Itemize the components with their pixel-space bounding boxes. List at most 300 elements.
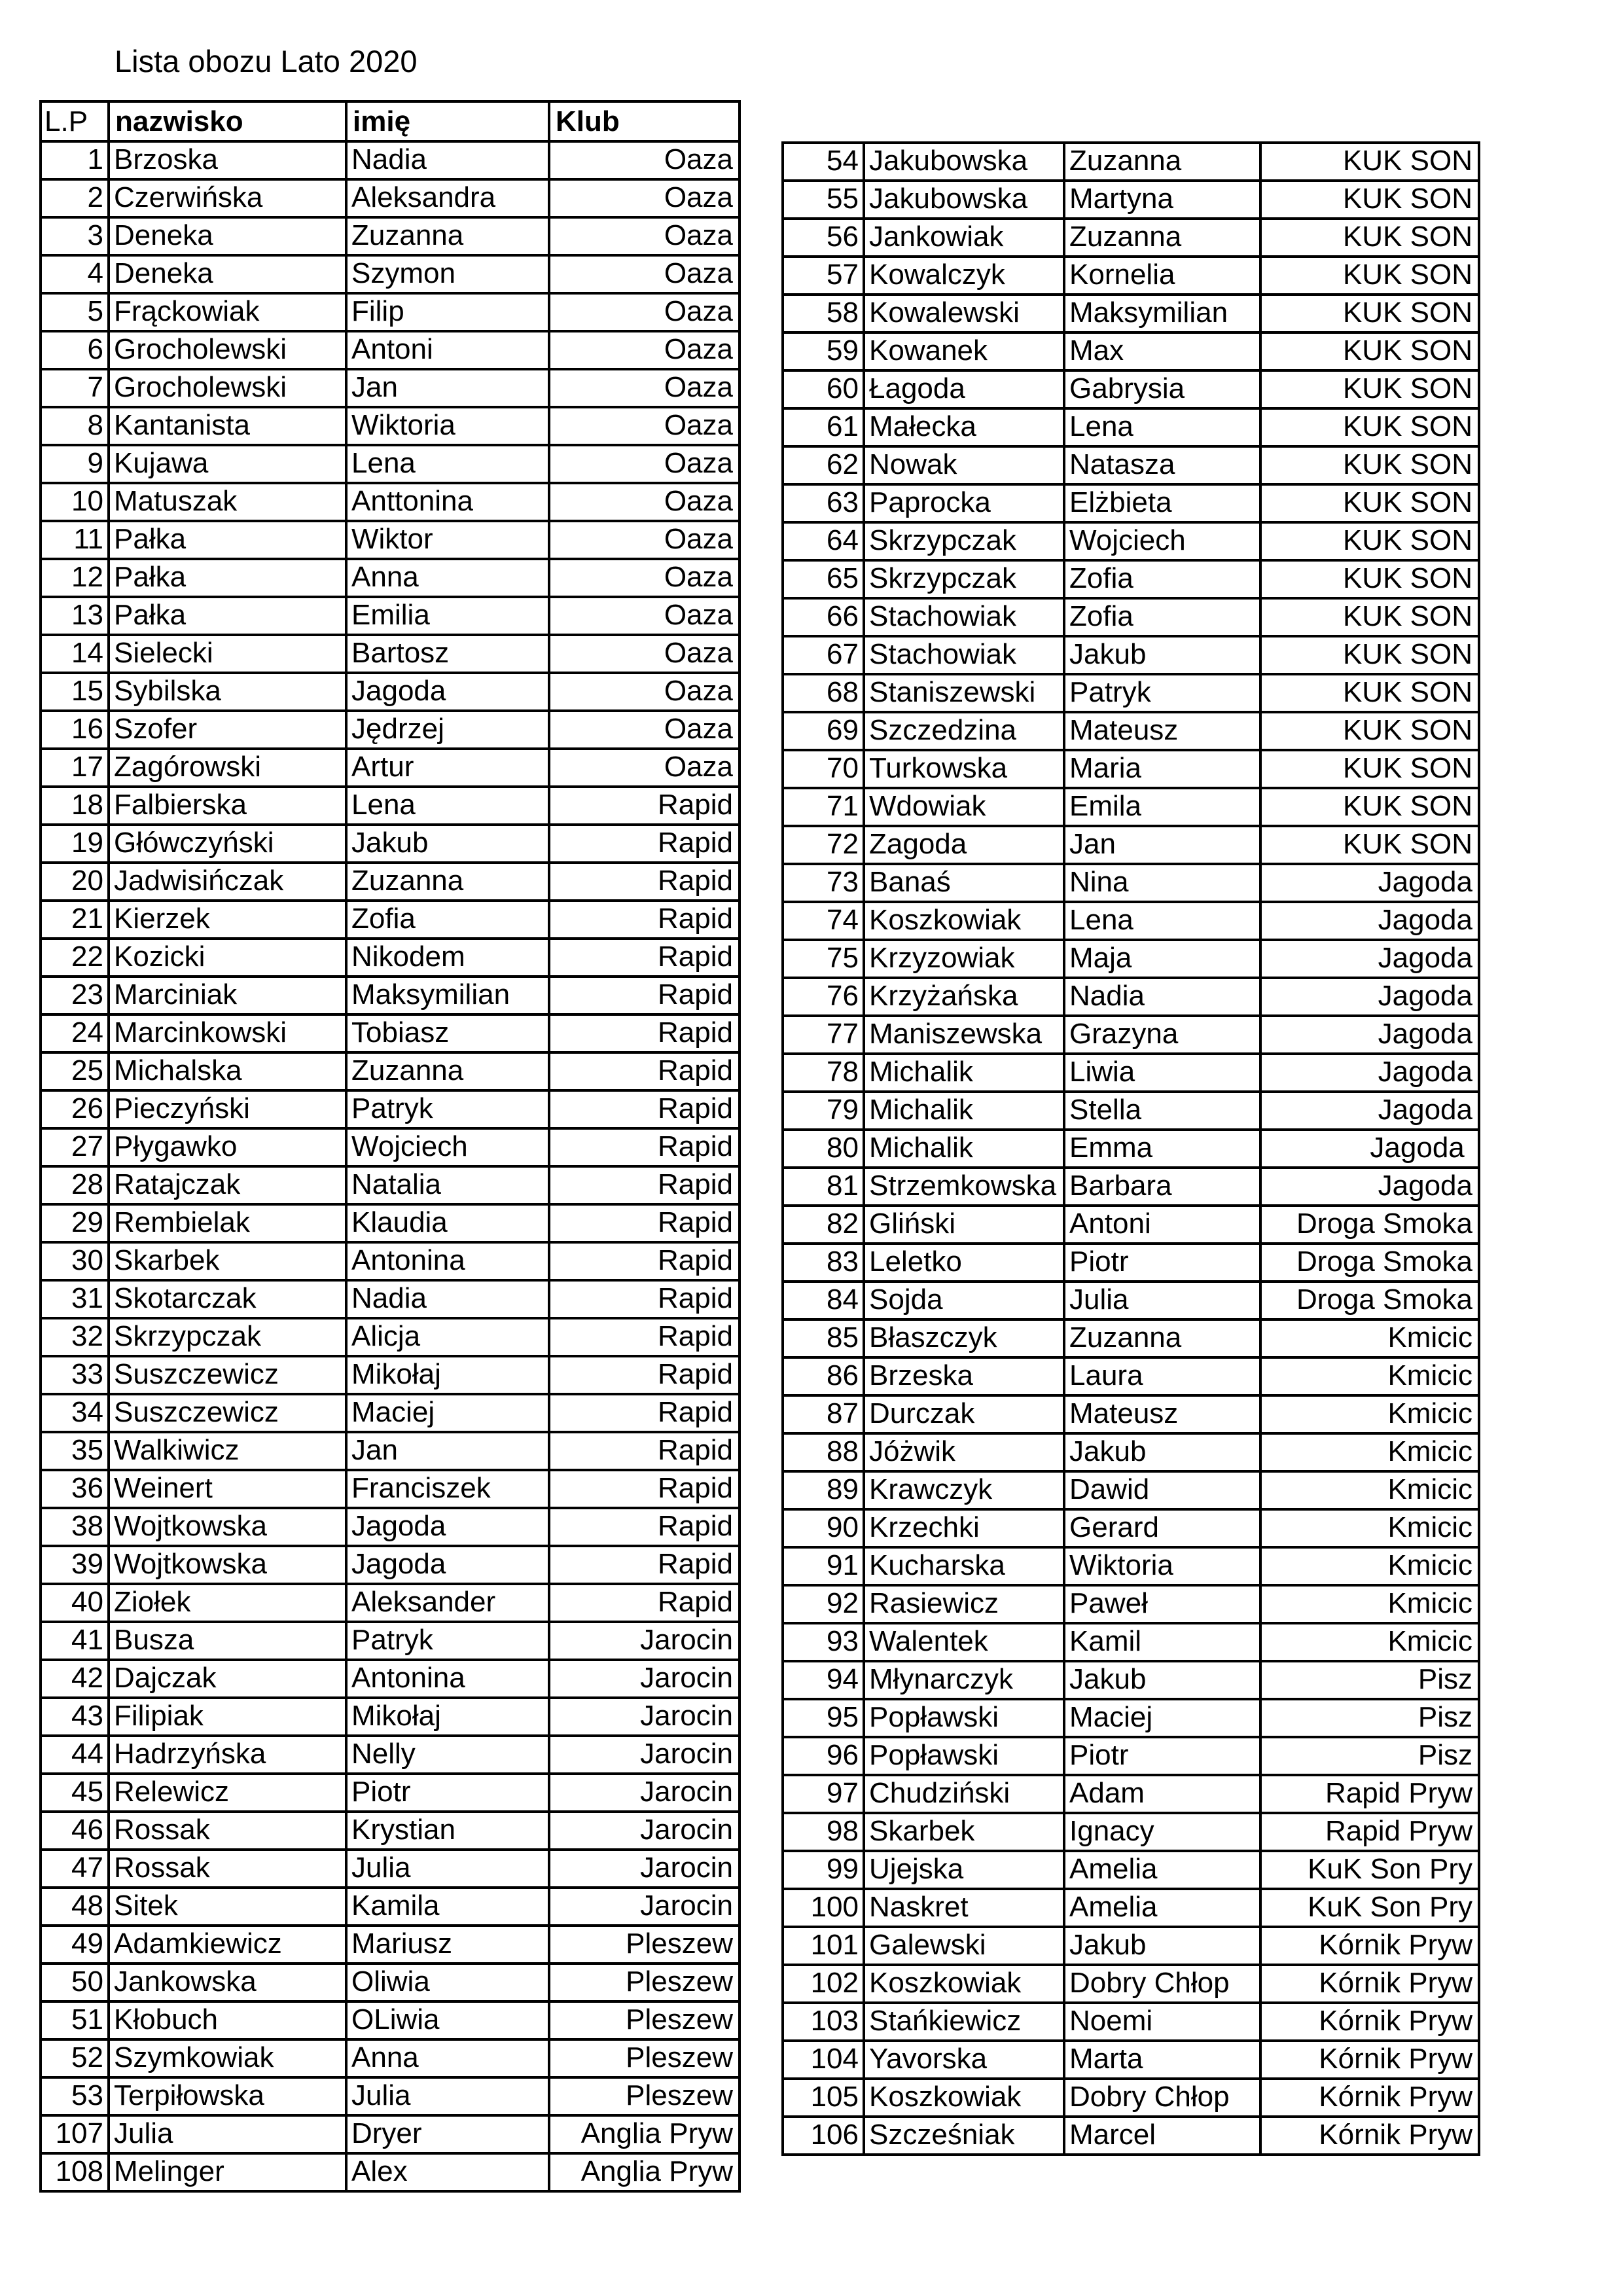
surname-cell: Strzemkowska — [864, 1168, 1064, 1206]
surname-cell: Skotarczak — [109, 1280, 346, 1318]
row-number: 100 — [783, 1889, 864, 1927]
surname-cell: Chudziński — [864, 1775, 1064, 1813]
first-name-cell: Barbara — [1064, 1168, 1260, 1206]
club-cell: Oaza — [549, 255, 740, 293]
first-name-cell: Marcel — [1064, 2117, 1260, 2155]
surname-cell: Pałka — [109, 521, 346, 559]
first-name-cell: Zofia — [1064, 560, 1260, 598]
row-number: 34 — [41, 1394, 109, 1432]
first-name-cell: Maksymilian — [1064, 295, 1260, 332]
table-row — [41, 1698, 740, 1736]
row-number: 71 — [783, 788, 864, 826]
club-cell: Droga Smoka — [1260, 1244, 1479, 1282]
surname-cell: Rossak — [109, 1812, 346, 1850]
club-cell: Kmicic — [1260, 1357, 1479, 1395]
row-number: 80 — [783, 1130, 864, 1168]
row-number: 92 — [783, 1585, 864, 1623]
first-name-cell: Dobry Chłop — [1064, 1965, 1260, 2003]
club-cell: Rapid — [549, 1432, 740, 1470]
table-row — [783, 484, 1479, 522]
row-number: 30 — [41, 1242, 109, 1280]
row-number: 39 — [41, 1546, 109, 1584]
club-cell: KUK SON — [1260, 674, 1479, 712]
row-number: 78 — [783, 1054, 864, 1092]
row-number: 68 — [783, 674, 864, 712]
surname-cell: Pałka — [109, 597, 346, 635]
surname-cell: Pieczyński — [109, 1090, 346, 1128]
surname-cell: Michalik — [864, 1130, 1064, 1168]
first-name-cell: Zofia — [1064, 598, 1260, 636]
row-number: 74 — [783, 902, 864, 940]
row-number: 10 — [41, 483, 109, 521]
row-number: 103 — [783, 2003, 864, 2041]
row-number: 1 — [41, 141, 109, 179]
surname-cell: Durczak — [864, 1395, 1064, 1433]
table-row — [783, 181, 1479, 219]
club-cell: KuK Son Pry — [1260, 1889, 1479, 1927]
first-name-cell: Lena — [1064, 408, 1260, 446]
surname-cell: Brzeska — [864, 1357, 1064, 1395]
first-name-cell: Noemi — [1064, 2003, 1260, 2041]
row-number: 97 — [783, 1775, 864, 1813]
first-name-cell: Jagoda — [346, 673, 549, 711]
surname-cell: Sybilska — [109, 673, 346, 711]
row-number: 5 — [41, 293, 109, 331]
row-number: 56 — [783, 219, 864, 257]
table-row — [783, 1130, 1479, 1168]
row-number: 91 — [783, 1547, 864, 1585]
first-name-cell: Alicja — [346, 1318, 549, 1356]
surname-cell: Pałka — [109, 559, 346, 597]
club-cell: Jarocin — [549, 1622, 740, 1660]
surname-cell: Szcześniak — [864, 2117, 1064, 2155]
first-name-cell: Emila — [1064, 788, 1260, 826]
surname-cell: Stachowiak — [864, 636, 1064, 674]
row-number: 79 — [783, 1092, 864, 1130]
row-number: 54 — [783, 143, 864, 181]
table-row — [41, 939, 740, 977]
surname-cell: Rembielak — [109, 1204, 346, 1242]
surname-cell: Popławski — [864, 1737, 1064, 1775]
table-row — [783, 1092, 1479, 1130]
surname-cell: Rossak — [109, 1850, 346, 1888]
first-name-cell: Bartosz — [346, 635, 549, 673]
row-number: 33 — [41, 1356, 109, 1394]
surname-cell: Kowalczyk — [864, 257, 1064, 295]
first-name-cell: Marta — [1064, 2041, 1260, 2079]
row-number: 11 — [41, 521, 109, 559]
surname-cell: Kantanista — [109, 407, 346, 445]
club-cell: KUK SON — [1260, 598, 1479, 636]
surname-cell: Kłobuch — [109, 2001, 346, 2039]
surname-cell: Skrzypczak — [864, 560, 1064, 598]
club-cell: Oaza — [549, 635, 740, 673]
first-name-cell: Amelia — [1064, 1889, 1260, 1927]
table-row — [783, 712, 1479, 750]
surname-cell: Skrzypczak — [864, 522, 1064, 560]
surname-cell: Krawczyk — [864, 1471, 1064, 1509]
row-number: 38 — [41, 1508, 109, 1546]
club-cell: Rapid — [549, 1470, 740, 1508]
row-number: 87 — [783, 1395, 864, 1433]
surname-cell: Yavorska — [864, 2041, 1064, 2079]
table-row — [783, 902, 1479, 940]
row-number: 57 — [783, 257, 864, 295]
table-row — [41, 2039, 740, 2077]
document-title: Lista obozu Lato 2020 — [115, 44, 418, 79]
table-row — [783, 1168, 1479, 1206]
table-row — [783, 2003, 1479, 2041]
surname-cell: Michalik — [864, 1092, 1064, 1130]
club-cell: Oaza — [549, 293, 740, 331]
table-row — [41, 445, 740, 483]
table-row — [783, 560, 1479, 598]
first-name-cell: Gerard — [1064, 1509, 1260, 1547]
surname-cell: Sielecki — [109, 635, 346, 673]
first-name-cell: Adam — [1064, 1775, 1260, 1813]
first-name-cell: Zuzanna — [346, 1052, 549, 1090]
row-number: 4 — [41, 255, 109, 293]
club-cell: Rapid — [549, 901, 740, 939]
surname-cell: Czerwińska — [109, 179, 346, 217]
table-row — [783, 1737, 1479, 1775]
first-name-cell: Zuzanna — [1064, 143, 1260, 181]
surname-cell: Rasiewicz — [864, 1585, 1064, 1623]
row-number: 25 — [41, 1052, 109, 1090]
row-number: 85 — [783, 1319, 864, 1357]
table-row — [783, 674, 1479, 712]
row-number: 21 — [41, 901, 109, 939]
table-row — [783, 1054, 1479, 1092]
club-cell: Anglia Pryw — [549, 2115, 740, 2153]
club-cell: Jagoda — [1260, 1016, 1479, 1054]
row-number: 82 — [783, 1206, 864, 1244]
club-cell: Rapid Pryw — [1260, 1813, 1479, 1851]
table-row — [41, 559, 740, 597]
first-name-cell: Jan — [346, 369, 549, 407]
row-number: 50 — [41, 1964, 109, 2001]
surname-cell: Brzoska — [109, 141, 346, 179]
table-row — [41, 1508, 740, 1546]
surname-cell: Koszkowiak — [864, 1965, 1064, 2003]
first-name-cell: Franciszek — [346, 1470, 549, 1508]
first-name-cell: Maksymilian — [346, 977, 549, 1014]
club-cell: Oaza — [549, 141, 740, 179]
first-name-cell: Piotr — [1064, 1737, 1260, 1775]
club-cell: Pleszew — [549, 1964, 740, 2001]
table-header-row — [41, 101, 740, 141]
first-name-cell: Jakub — [1064, 1661, 1260, 1699]
table-row — [783, 826, 1479, 864]
row-number: 84 — [783, 1282, 864, 1319]
club-cell: Jagoda — [1260, 940, 1479, 978]
header-surname: nazwisko — [109, 101, 346, 141]
club-cell: Rapid — [549, 977, 740, 1014]
first-name-cell: Dryer — [346, 2115, 549, 2153]
surname-cell: Turkowska — [864, 750, 1064, 788]
surname-cell: Popławski — [864, 1699, 1064, 1737]
club-cell: KUK SON — [1260, 712, 1479, 750]
row-number: 43 — [41, 1698, 109, 1736]
first-name-cell: Zuzanna — [1064, 219, 1260, 257]
club-cell: Pleszew — [549, 2001, 740, 2039]
table-row — [783, 1927, 1479, 1965]
first-name-cell: Jan — [1064, 826, 1260, 864]
table-row — [783, 1547, 1479, 1585]
table-row — [41, 1888, 740, 1926]
surname-cell: Deneka — [109, 217, 346, 255]
club-cell: KUK SON — [1260, 408, 1479, 446]
table-row — [783, 2041, 1479, 2079]
table-row — [783, 636, 1479, 674]
row-number: 61 — [783, 408, 864, 446]
table-row — [41, 217, 740, 255]
table-row — [783, 1585, 1479, 1623]
row-number: 95 — [783, 1699, 864, 1737]
surname-cell: Grocholewski — [109, 369, 346, 407]
club-cell: Rapid — [549, 825, 740, 863]
club-cell: Kmicic — [1260, 1547, 1479, 1585]
first-name-cell: Paweł — [1064, 1585, 1260, 1623]
club-cell: Droga Smoka — [1260, 1206, 1479, 1244]
row-number: 8 — [41, 407, 109, 445]
table-row — [41, 1660, 740, 1698]
surname-cell: Sojda — [864, 1282, 1064, 1319]
row-number: 55 — [783, 181, 864, 219]
club-cell: Jarocin — [549, 1850, 740, 1888]
table-row — [783, 864, 1479, 902]
club-cell: Jagoda — [1260, 1130, 1479, 1168]
club-cell: Oaza — [549, 711, 740, 749]
table-row — [41, 1128, 740, 1166]
club-cell: KUK SON — [1260, 446, 1479, 484]
surname-cell: Walentek — [864, 1623, 1064, 1661]
club-cell: Rapid — [549, 1242, 740, 1280]
row-number: 31 — [41, 1280, 109, 1318]
surname-cell: Skarbek — [864, 1813, 1064, 1851]
club-cell: Pleszew — [549, 2077, 740, 2115]
table-row — [783, 1851, 1479, 1889]
club-cell: Kórnik Pryw — [1260, 2079, 1479, 2117]
first-name-cell: Jagoda — [346, 1546, 549, 1584]
row-number: 7 — [41, 369, 109, 407]
club-cell: Jagoda — [1260, 1054, 1479, 1092]
participants-table-left — [39, 100, 741, 2193]
surname-cell: Wojtkowska — [109, 1546, 346, 1584]
row-number: 52 — [41, 2039, 109, 2077]
first-name-cell: Patryk — [1064, 674, 1260, 712]
first-name-cell: Elżbieta — [1064, 484, 1260, 522]
row-number: 107 — [41, 2115, 109, 2153]
first-name-cell: Dawid — [1064, 1471, 1260, 1509]
club-cell: Rapid — [549, 1052, 740, 1090]
first-name-cell: Patryk — [346, 1622, 549, 1660]
surname-cell: Małecka — [864, 408, 1064, 446]
table-row — [783, 940, 1479, 978]
first-name-cell: Emilia — [346, 597, 549, 635]
table-row — [41, 1812, 740, 1850]
table-row — [41, 293, 740, 331]
club-cell: Jarocin — [549, 1698, 740, 1736]
club-cell: Kmicic — [1260, 1623, 1479, 1661]
row-number: 51 — [41, 2001, 109, 2039]
club-cell: KUK SON — [1260, 484, 1479, 522]
table-row — [783, 1471, 1479, 1509]
table-row — [783, 1319, 1479, 1357]
first-name-cell: Jakub — [1064, 636, 1260, 674]
first-name-cell: Zuzanna — [1064, 1319, 1260, 1357]
row-number: 27 — [41, 1128, 109, 1166]
club-cell: Jarocin — [549, 1736, 740, 1774]
first-name-cell: Mariusz — [346, 1926, 549, 1964]
first-name-cell: Aleksander — [346, 1584, 549, 1622]
table-row — [41, 977, 740, 1014]
surname-cell: Wdowiak — [864, 788, 1064, 826]
first-name-cell: Anna — [346, 2039, 549, 2077]
club-cell: Rapid — [549, 1280, 740, 1318]
surname-cell: Dajczak — [109, 1660, 346, 1698]
row-number: 63 — [783, 484, 864, 522]
first-name-cell: Wojciech — [346, 1128, 549, 1166]
table-row — [41, 521, 740, 559]
surname-cell: Falbierska — [109, 787, 346, 825]
table-row — [41, 2001, 740, 2039]
table-row — [783, 1206, 1479, 1244]
first-name-cell: Szymon — [346, 255, 549, 293]
first-name-cell: Wojciech — [1064, 522, 1260, 560]
club-cell: Kmicic — [1260, 1471, 1479, 1509]
row-number: 89 — [783, 1471, 864, 1509]
club-cell: KUK SON — [1260, 636, 1479, 674]
table-row — [783, 143, 1479, 181]
table-row — [783, 1433, 1479, 1471]
row-number: 72 — [783, 826, 864, 864]
row-number: 45 — [41, 1774, 109, 1812]
row-number: 23 — [41, 977, 109, 1014]
club-cell: Anglia Pryw — [549, 2153, 740, 2191]
club-cell: KUK SON — [1260, 750, 1479, 788]
surname-cell: Zagórowski — [109, 749, 346, 787]
surname-cell: Zagoda — [864, 826, 1064, 864]
table-row — [41, 1394, 740, 1432]
table-row — [783, 257, 1479, 295]
first-name-cell: Emma — [1064, 1130, 1260, 1168]
table-row — [41, 635, 740, 673]
first-name-cell: Jagoda — [346, 1508, 549, 1546]
row-number: 15 — [41, 673, 109, 711]
surname-cell: Hadrzyńska — [109, 1736, 346, 1774]
first-name-cell: Lena — [1064, 902, 1260, 940]
club-cell: Oaza — [549, 369, 740, 407]
first-name-cell: Max — [1064, 332, 1260, 370]
table-row — [41, 1356, 740, 1394]
club-cell: Kórnik Pryw — [1260, 1965, 1479, 2003]
table-row — [41, 1622, 740, 1660]
table-row — [41, 1052, 740, 1090]
first-name-cell: Julia — [346, 2077, 549, 2115]
table-row — [41, 331, 740, 369]
right-table-body — [783, 143, 1479, 2155]
club-cell: KUK SON — [1260, 560, 1479, 598]
first-name-cell: Tobiasz — [346, 1014, 549, 1052]
club-cell: Jagoda — [1260, 978, 1479, 1016]
surname-cell: Kujawa — [109, 445, 346, 483]
table-row — [783, 1244, 1479, 1282]
row-number: 101 — [783, 1927, 864, 1965]
club-cell: Rapid — [549, 1090, 740, 1128]
surname-cell: Kozicki — [109, 939, 346, 977]
participants-table-right — [781, 141, 1480, 2156]
row-number: 3 — [41, 217, 109, 255]
row-number: 86 — [783, 1357, 864, 1395]
club-cell: KUK SON — [1260, 219, 1479, 257]
club-cell: Rapid — [549, 1546, 740, 1584]
surname-cell: Weinert — [109, 1470, 346, 1508]
row-number: 41 — [41, 1622, 109, 1660]
table-row — [41, 1926, 740, 1964]
first-name-cell: Julia — [346, 1850, 549, 1888]
club-cell: KUK SON — [1260, 826, 1479, 864]
first-name-cell: Nadia — [1064, 978, 1260, 1016]
surname-cell: Deneka — [109, 255, 346, 293]
row-number: 26 — [41, 1090, 109, 1128]
table-row — [41, 1584, 740, 1622]
row-number: 76 — [783, 978, 864, 1016]
first-name-cell: Maciej — [346, 1394, 549, 1432]
club-cell: Oaza — [549, 179, 740, 217]
table-row — [783, 1775, 1479, 1813]
first-name-cell: Jędrzej — [346, 711, 549, 749]
club-cell: Kmicic — [1260, 1509, 1479, 1547]
surname-cell: Stańkiewicz — [864, 2003, 1064, 2041]
table-row — [41, 1432, 740, 1470]
row-number: 2 — [41, 179, 109, 217]
club-cell: Rapid — [549, 1584, 740, 1622]
club-cell: Jarocin — [549, 1660, 740, 1698]
surname-cell: Stachowiak — [864, 598, 1064, 636]
club-cell: Oaza — [549, 673, 740, 711]
surname-cell: Suszczewicz — [109, 1394, 346, 1432]
row-number: 96 — [783, 1737, 864, 1775]
first-name-cell: Jakub — [346, 825, 549, 863]
table-row — [41, 1318, 740, 1356]
club-cell: Oaza — [549, 217, 740, 255]
first-name-cell: Mateusz — [1064, 1395, 1260, 1433]
first-name-cell: Martyna — [1064, 181, 1260, 219]
club-cell: Pisz — [1260, 1737, 1479, 1775]
table-row — [41, 711, 740, 749]
table-row — [783, 1016, 1479, 1054]
first-name-cell: Piotr — [346, 1774, 549, 1812]
first-name-cell: Anttonina — [346, 483, 549, 521]
surname-cell: Melinger — [109, 2153, 346, 2191]
table-row — [783, 1395, 1479, 1433]
first-name-cell: Artur — [346, 749, 549, 787]
club-cell: KUK SON — [1260, 143, 1479, 181]
first-name-cell: Jan — [346, 1432, 549, 1470]
first-name-cell: Lena — [346, 787, 549, 825]
first-name-cell: Laura — [1064, 1357, 1260, 1395]
surname-cell: Grocholewski — [109, 331, 346, 369]
surname-cell: Skarbek — [109, 1242, 346, 1280]
table-row — [41, 407, 740, 445]
table-row — [41, 825, 740, 863]
table-row — [783, 408, 1479, 446]
table-row — [41, 1470, 740, 1508]
table-row — [783, 295, 1479, 332]
club-cell: Oaza — [549, 749, 740, 787]
club-cell: Kórnik Pryw — [1260, 2041, 1479, 2079]
